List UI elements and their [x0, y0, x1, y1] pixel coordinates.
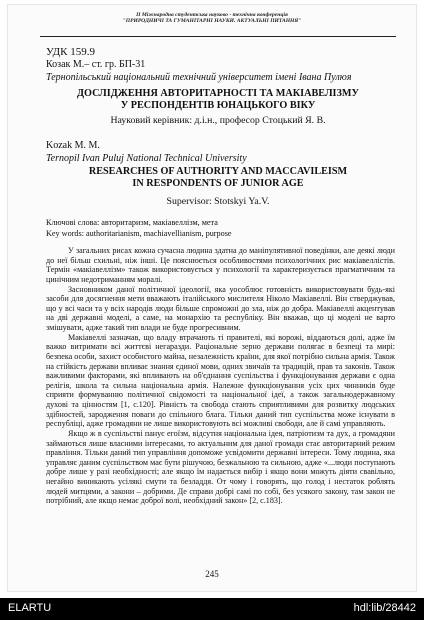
- body-paragraph-1: У загальних рисах кожна сучасна людина здатна до маніпулятивної поведінки, але деякі люди до неї більш схильні, ніж інші. Це пояснюється особливостями психологічних рис макіавеллістів. Термін «макіавеллізм» також використовується у психології та характеризується прагматичним та цинічним недотриманням моралі.: [46, 246, 395, 284]
- article-body: [46, 246, 395, 506]
- udc-code: УДК 159.9: [46, 46, 96, 58]
- conference-header-line1: ІІ Міжнародна студентська науково - технічна конференція: [136, 12, 288, 18]
- author-en: Kozak M. M.: [46, 140, 100, 151]
- affiliation-ua: Тернопільський національний технічний університет імені Івана Пулюя: [46, 72, 352, 83]
- body-paragraph-4: Якщо ж в суспільстві панує егоїзм, відсутня національна ідея, патріотизм та дух, а громадяни займаються лише власними інтересами, то актуальним для даної громади стає авторитарний режим правління. Тільки даний тип управління допоможе усвідомити державні інтереси. Тому людина, яка управляє даним суспільством має бути рішучою, безжальною та сильною, адже «...люди поступають добре лише у разі необхідності; але якщо їм надається вибір і якщо вони можуть діяти свавільно, негайно виникають усілякі смути та безладдя. От чому і говорять, що голод і нестаток роблять людей митцями, а закони – добрими. Де справи добрі самі по собі, без усякого закону, там закон не потрібний, але якщо немає доброї волі, необхідний закон» [2, с.183].: [46, 428, 395, 506]
- supervisor-en: Supervisor: Stotskyi Ya.V.: [166, 196, 270, 207]
- author-ua: Козак М.– ст. гр. БП-31: [46, 59, 146, 70]
- page-number: 245: [205, 569, 219, 579]
- document-page: [7, 4, 417, 592]
- body-paragraph-3: Макіавеллі зазначав, що владу втрачають ті правителі, які ворожі, віддаються долі, адже їм важко витримати всі життєві негаразди. Раціональне зерно держави полягає в безпеці та мирі: безпека особи, захист особистого майна, незалежність країни, для якої потрібно сильна армія. Також на стійкість держави впливає знання єдиної мови, одних звичаїв та традицій, прав та законів. Також важливими факторами, які впливають на об'єднання суспільства і функціонування держави є одна релігія, школа та сильна національна армія. Належне функціонування усіх цих чинників буде сприяти формуванню політичної свідомості та національної ідеї, а також загальнодержавному духові та цінностям [1, с.120]. Рівність та свобода стають сприятливими для розвитку людських здібностей, зародження поваги до спільного блага. Тільки даний тип суспільства може існувати в республіці, адже громадяни не лише використовують всі можливі свободи, але й самі управляють.: [46, 332, 395, 429]
- body-paragraph-2: Засновником даної політичної ідеології, яка уособлює готовність використовувати будь-які засоби для досягнення мети вважають італійського мислителя Ніколо Макіавеллі. Він стверджував, що у всі часи та у всіх народів люди більше спроможні до зла, ніж до добра. Макіавеллі акцентував на дві державні моделі, а саме, на монархію та республіку. Він вважав, що ці моделі не варто змішувати, адже такий тип влади не буде прогресивним.: [46, 284, 395, 332]
- title-ua: [38, 88, 398, 112]
- title-ua-line1: ДОСЛІДЖЕННЯ АВТОРИТАРНОСТІ ТА МАКІАВЕЛІЗМУ: [77, 88, 359, 99]
- header-divider: [40, 36, 396, 37]
- conference-header-line2: "ПРИРОДНИЧІ ТА ГУМАНІТАРНІ НАУКИ. АКТУАЛЬНІ ПИТАННЯ": [122, 18, 302, 25]
- supervisor-ua: Науковий керівник: д.і.н., професор Стоцький Я. В.: [110, 115, 326, 126]
- conference-header: [8, 12, 416, 25]
- title-en-line2: IN RESPONDENTS OF JUNIOR AGE: [132, 178, 304, 189]
- keywords-ua: Ключові слова: авторитаризм, макіавеллізм, мета: [46, 218, 218, 227]
- handle-id: hdl:lib/28442: [353, 602, 416, 614]
- affiliation-en: Ternopil Ivan Puluj National Technical University: [46, 153, 247, 164]
- keywords-en: Key words: authoritarianism, machiavellianism, purpose: [46, 229, 232, 238]
- title-en-line1: RESEARCHES OF AUTHORITY AND MACCAVILEISM: [88, 166, 348, 177]
- repository-name: ELARTU: [8, 602, 52, 614]
- title-ua-line2: У РЕСПОНДЕНТІВ ЮНАЦЬКОГО ВІКУ: [120, 100, 316, 111]
- repository-footer-bar: [0, 598, 424, 620]
- title-en: [38, 166, 398, 190]
